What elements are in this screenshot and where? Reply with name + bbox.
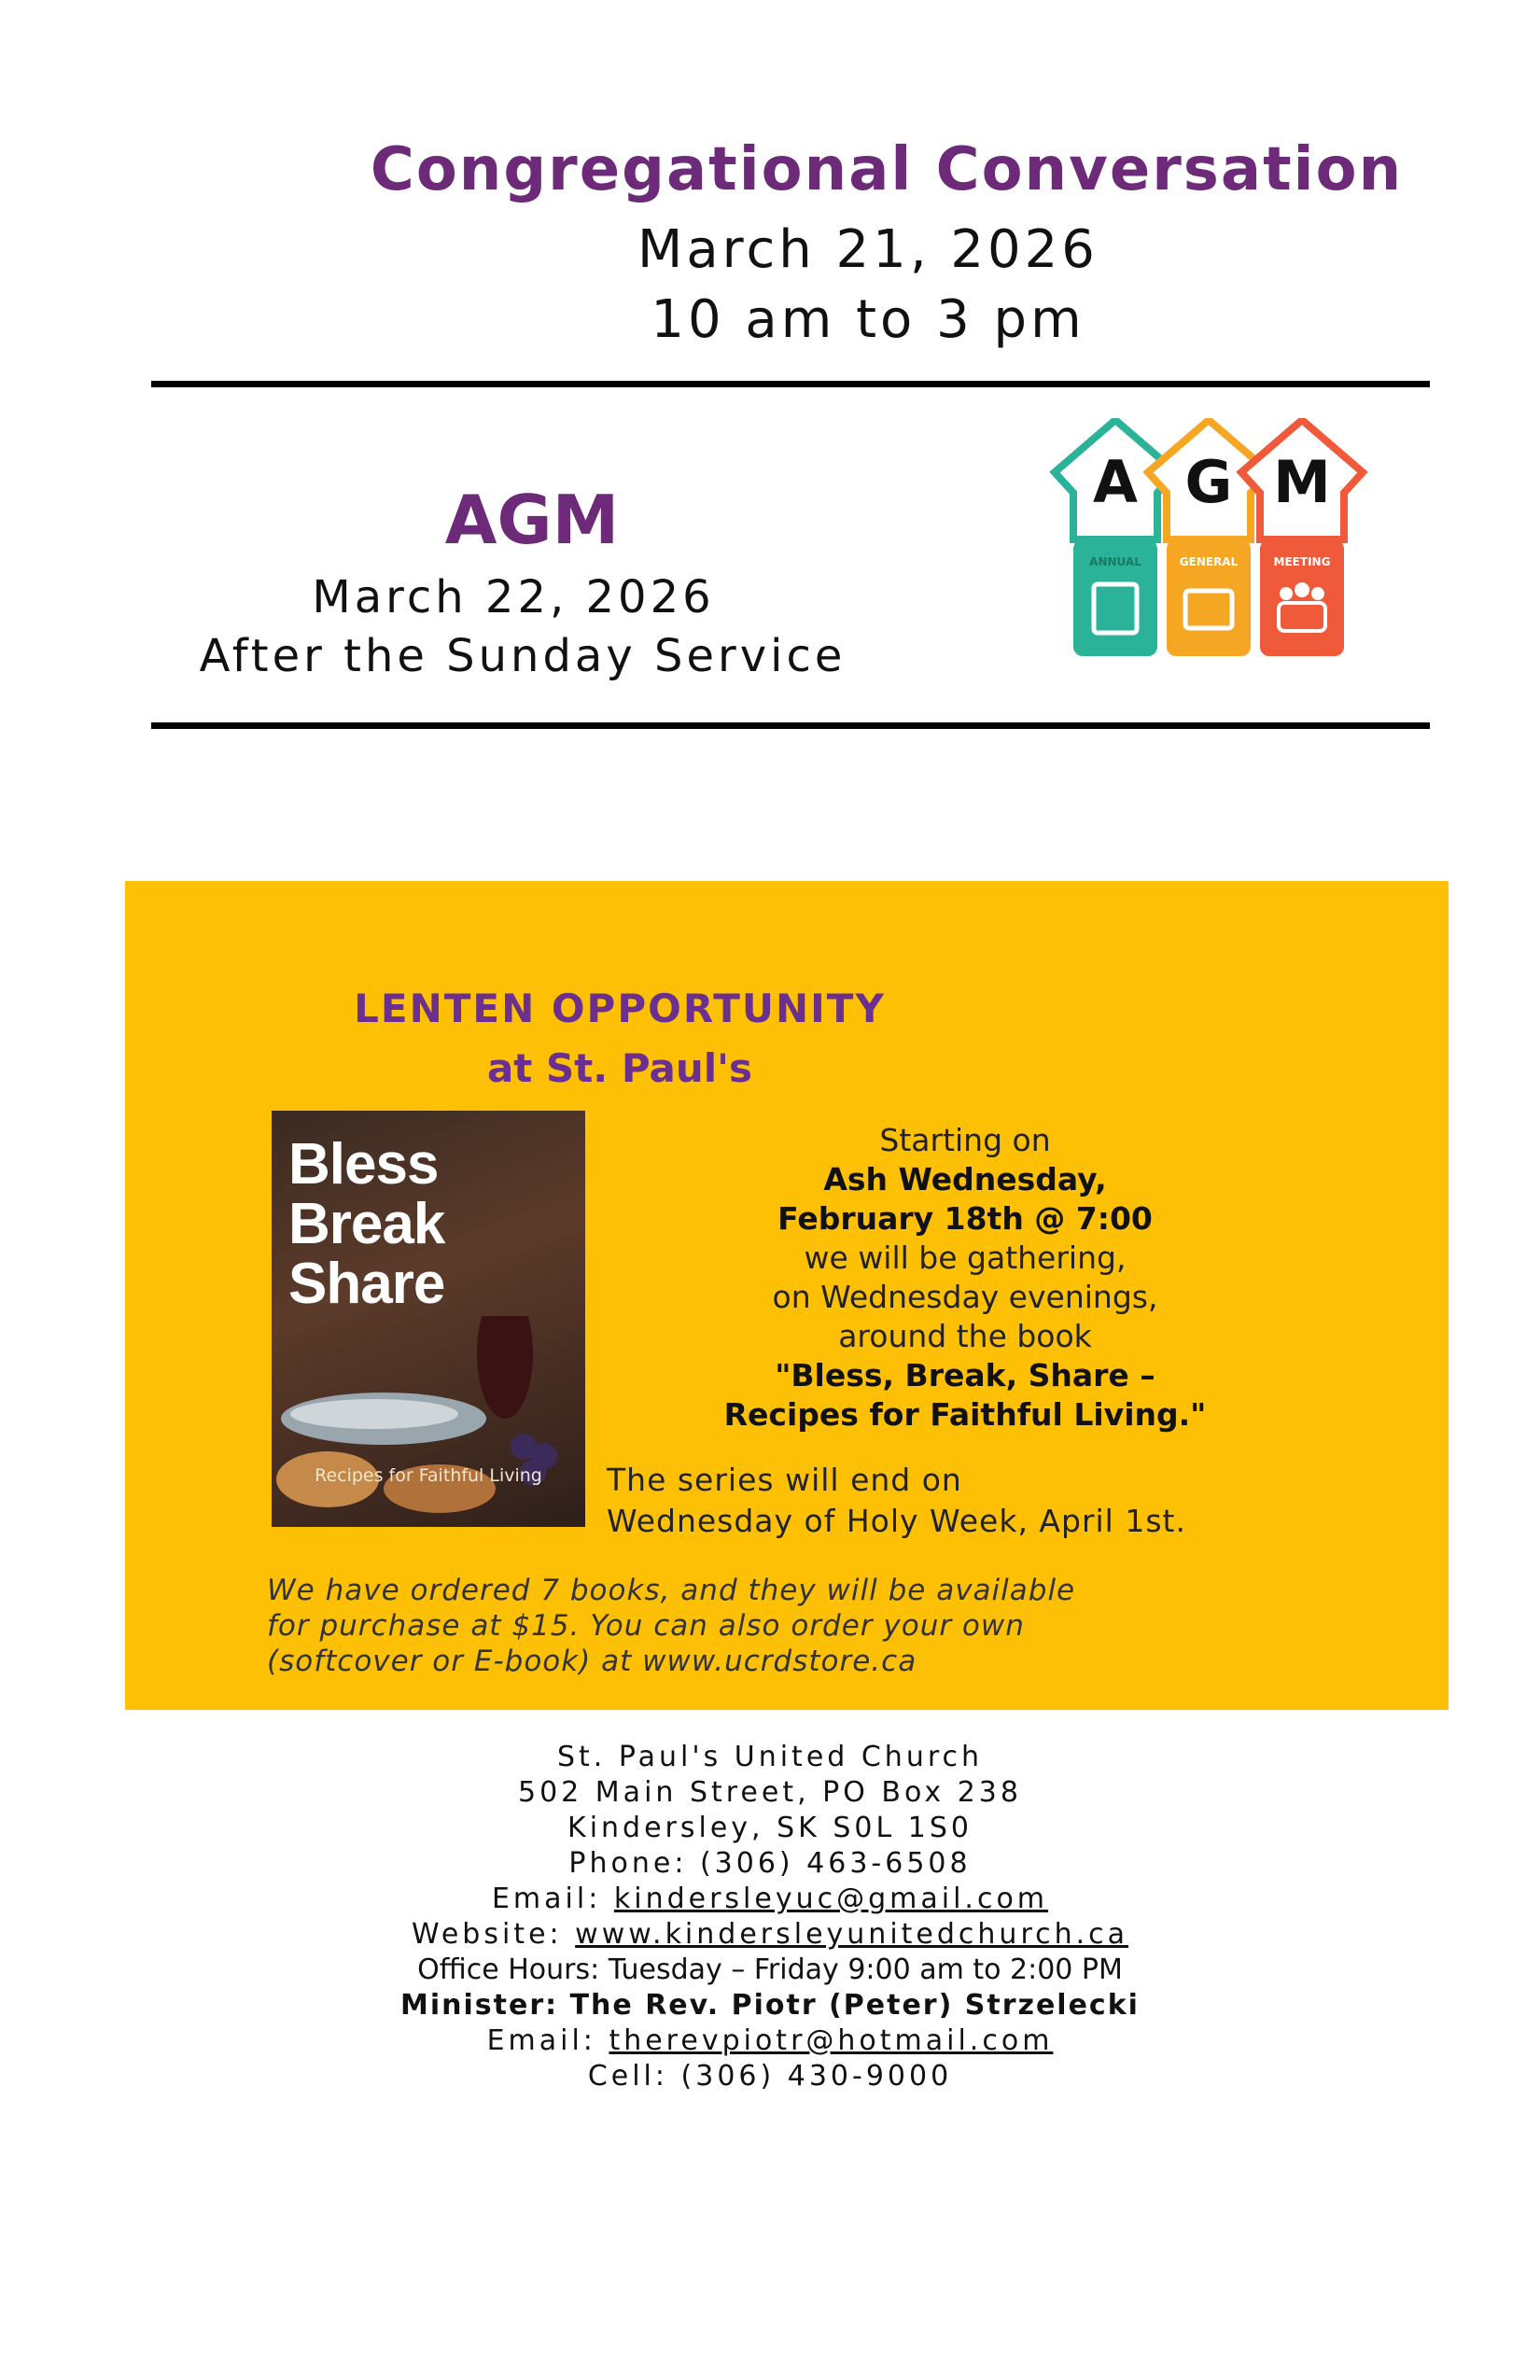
book-cover-image xyxy=(272,1111,585,1527)
agm-when: After the Sunday Service xyxy=(199,630,847,682)
book-title-line: Share xyxy=(288,1252,445,1316)
lenten-line-bold: February 18th @ 7:00 xyxy=(777,1200,1153,1237)
conversation-time: 10 am to 3 pm xyxy=(651,289,1085,350)
minister-cell: Cell: (306) 430-9000 xyxy=(587,2060,953,2093)
lenten-line: around the book xyxy=(838,1318,1092,1354)
minister-name: Minister: The Rev. Piotr (Peter) Strzelecki xyxy=(400,1989,1140,2022)
lenten-line: on Wednesday evenings, xyxy=(772,1279,1158,1315)
series-end-line: Wednesday of Holy Week, April 1st. xyxy=(607,1503,1186,1539)
agm-logo-annual xyxy=(1055,420,1176,656)
book-subtitle: Recipes for Faithful Living xyxy=(315,1465,542,1486)
conversation-date: March 21, 2026 xyxy=(637,219,1099,280)
order-line: for purchase at $15. You can also order your own xyxy=(267,1609,1025,1643)
order-line: We have ordered 7 books, and they will be available xyxy=(267,1574,1076,1607)
lenten-line-bold: "Bless, Break, Share – xyxy=(775,1357,1155,1393)
agm-logo-letter-m: M xyxy=(1273,448,1331,516)
lenten-line: Starting on xyxy=(879,1122,1051,1158)
church-email-link[interactable]: kindersleyuc@gmail.com xyxy=(613,1883,1049,1915)
lenten-line-bold: Ash Wednesday, xyxy=(823,1161,1107,1197)
church-name: St. Paul's United Church xyxy=(556,1741,984,1773)
agm-logo-letter-g: G xyxy=(1184,448,1233,516)
minister-email-link[interactable]: therevpiotr@hotmail.com xyxy=(609,2024,1054,2057)
book-title-line: Bless xyxy=(288,1132,439,1197)
church-phone: Phone: (306) 463-6508 xyxy=(568,1847,972,1880)
church-city: Kindersley, SK S0L 1S0 xyxy=(567,1812,973,1844)
lenten-panel xyxy=(125,881,1449,1710)
agm-date: March 22, 2026 xyxy=(312,571,715,623)
website-label: Website: xyxy=(411,1918,576,1951)
email-label: Email: xyxy=(491,1883,614,1915)
lenten-line: we will be gathering, xyxy=(804,1239,1127,1276)
agm-logo-word-general: GENERAL xyxy=(1179,555,1239,568)
church-website-link[interactable]: www.kindersleyunitedchurch.ca xyxy=(575,1918,1129,1951)
church-website-row xyxy=(303,1918,1237,1951)
lenten-line-bold: Recipes for Faithful Living." xyxy=(723,1396,1207,1433)
agm-title: AGM xyxy=(444,481,620,559)
church-address: 502 Main Street, PO Box 238 xyxy=(518,1776,1022,1809)
divider-top xyxy=(151,381,1430,387)
series-end-line: The series will end on xyxy=(607,1462,962,1498)
order-line: (softcover or E-book) at www.ucrdstore.ca xyxy=(267,1645,917,1678)
email-label: Email: xyxy=(486,2024,609,2057)
office-hours: Office Hours: Tuesday – Friday 9:00 am to 2:00 PM xyxy=(417,1953,1123,1986)
lenten-subtitle: at St. Paul's xyxy=(486,1045,753,1091)
book-title-line: Break xyxy=(288,1192,445,1256)
agm-logo-word-meeting: MEETING xyxy=(1273,555,1331,568)
agm-logo-meeting xyxy=(1241,420,1363,656)
food-illustration xyxy=(272,1316,585,1527)
lenten-title: LENTEN OPPORTUNITY xyxy=(354,986,886,1031)
agm-logo-letter-a: A xyxy=(1093,448,1138,516)
agm-logo-general xyxy=(1148,420,1269,656)
agm-logo-word-annual: ANNUAL xyxy=(1089,555,1141,568)
conversation-title: Congregational Conversation xyxy=(370,135,1404,204)
church-email-row xyxy=(303,1883,1237,1915)
divider-bottom xyxy=(151,722,1430,729)
minister-email-row xyxy=(303,2024,1237,2057)
agm-logo xyxy=(1036,418,1372,670)
